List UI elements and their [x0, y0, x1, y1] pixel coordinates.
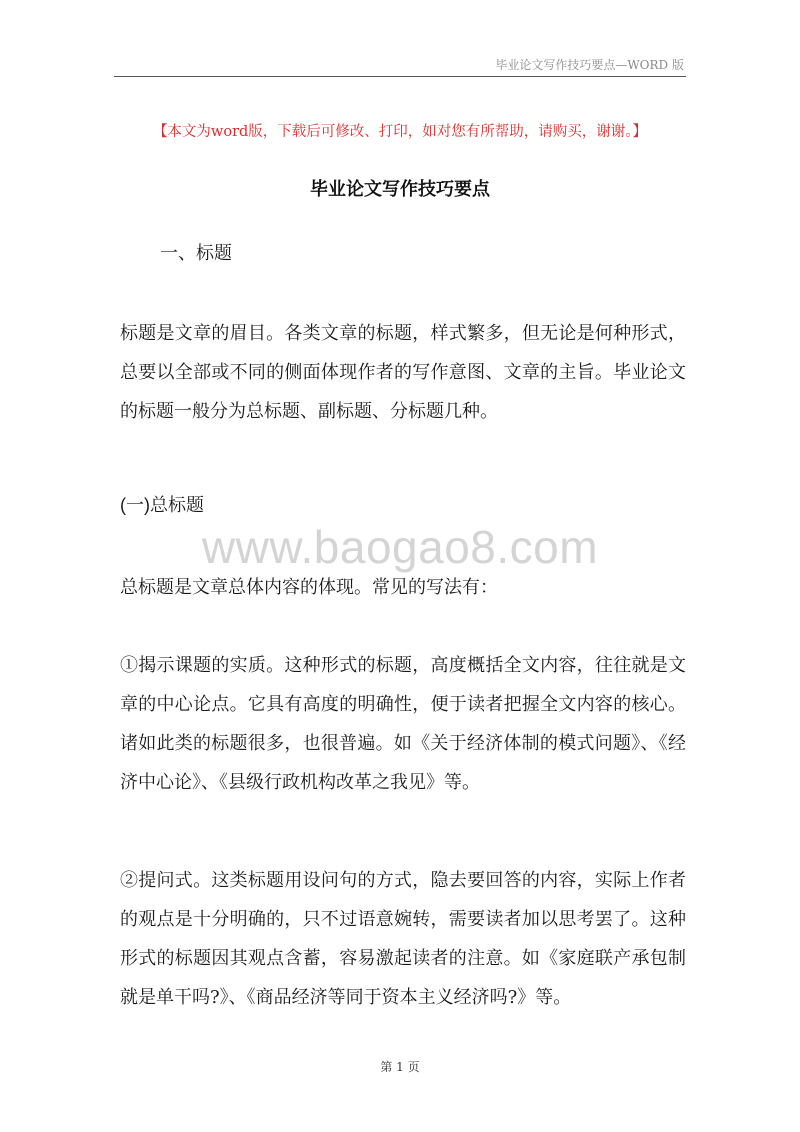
- page-number: 第 1 页: [380, 1060, 420, 1074]
- running-header: 毕业论文写作技巧要点—WORD 版: [495, 58, 684, 72]
- document-title: 毕业论文写作技巧要点: [310, 179, 490, 200]
- section-heading: 一、标题: [160, 243, 232, 264]
- paragraph: ②提问式。这类标题用设问句的方式，隐去要回答的内容，实际上作者的观点是十分明确的，只不过语意婉转，需要读者加以思考罢了。这种形式的标题因其观点含蓄，容易激起读者的注意。如《家庭联产承包制就是单干吗?》、《商品经济等同于资本主义经济吗?》等。: [120, 870, 686, 1008]
- header-divider: [114, 76, 686, 77]
- paragraph: 总标题是文章总体内容的体现。常见的写法有：: [120, 577, 498, 598]
- watermark: www.baogao8.com: [201, 521, 599, 573]
- paragraph: 标题是文章的眉目。各类文章的标题，样式繁多，但无论是何种形式，总要以全部或不同的侧面体现作者的写作意图、文章的主旨。毕业论文的标题一般分为总标题、副标题、分标题几种。: [120, 323, 686, 422]
- purchase-notice: 【本文为word版，下载后可修改、打印，如对您有所帮助，请购买，谢谢。】: [152, 124, 648, 140]
- paragraph: ①揭示课题的实质。这种形式的标题，高度概括全文内容，往往就是文章的中心论点。它具有高度的明确性，便于读者把握全文内容的核心。诸如此类的标题很多，也很普遍。如《关于经济体制的模式问题》、《经济中心论》、《县级行政机构改革之我见》等。: [120, 655, 686, 793]
- sub-heading: (一)总标题: [120, 495, 204, 515]
